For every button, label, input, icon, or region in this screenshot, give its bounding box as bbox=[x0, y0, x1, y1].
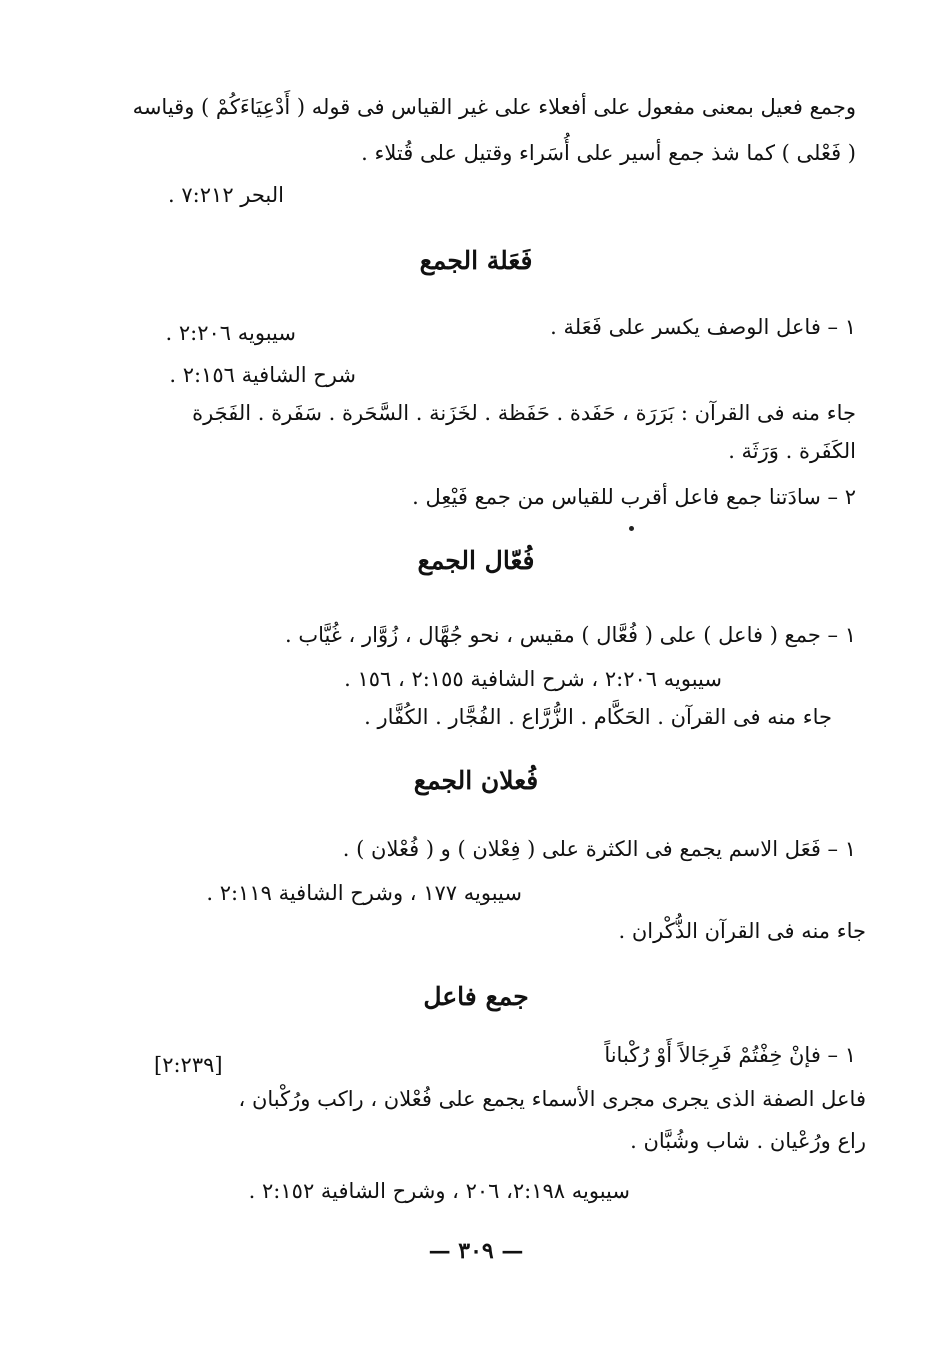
fa3il-line-2: فاعل الصفة الذى يجرى مجرى الأسماء يجمع على فُعْلان ، راكب ورُكْبان ، bbox=[238, 1087, 866, 1111]
fa3ala-quran-line-1: جاء منه فى القرآن : بَرَرَة ، حَفَدة . حَفَظة . لخَزَنة . السَّحَرة . سَفَرة . الفَجَرة bbox=[192, 401, 856, 425]
fu33al-item-1: ١ – جمع ( فاعل ) على ( فُعَّال ) مقيس ، نحو جُهَّال ، زُوَّار ، غُيَّاب . bbox=[285, 623, 856, 647]
fu3lan-reference: سيبويه ١٧٧ ، وشرح الشافية ٢:١١٩ . bbox=[206, 881, 522, 905]
fa3il-item-1: ١ – فإنْ خِفْتُمْ فَرِجَالاً أَوْ رُكْباناً bbox=[604, 1043, 856, 1067]
fa3ala-ref-1: سيبويه ٢:٢٠٦ . bbox=[165, 321, 296, 345]
fa3il-reference: سيبويه ٢:١٩٨، ٢٠٦ ، وشرح الشافية ٢:١٥٢ . bbox=[248, 1179, 630, 1203]
fu3lan-item-1: ١ – فَعَل الاسم يجمع فى الكثرة على ( فِعْلان ) و ( فُعْلان ) . bbox=[342, 837, 856, 861]
stray-mark bbox=[629, 526, 634, 531]
intro-reference: البحر ٧:٢١٢ . bbox=[168, 183, 284, 207]
fu3lan-quran: جاء منه فى القرآن الذُّكْران . bbox=[618, 919, 866, 943]
section-heading-fu33al: فُعّال الجمع bbox=[417, 546, 535, 575]
fa3ala-item-2: ٢ – سادَتنا جمع فاعل أقرب للقياس من جمع فَيْعِل . bbox=[412, 485, 856, 509]
intro-line-2: ( فَعْلى ) كما شذ جمع أسير على أُسَراء وقتيل على قُتلاء . bbox=[361, 141, 856, 165]
verse-reference: [٢:٢٣٩] bbox=[154, 1053, 223, 1077]
intro-line-1: وجمع فعيل بمعنى مفعول على أفعلاء على غير القياس فى قوله ( أَدْعِيَاءَكُمْ ) وقياسه bbox=[132, 95, 856, 119]
section-heading-fa3ala: فَعَلة الجمع bbox=[419, 246, 533, 275]
fu33al-quran: جاء منه فى القرآن . الحَكَّام . الزُّرَّاع . الفُجَّار . الكُفَّار . bbox=[364, 705, 832, 729]
fa3ala-quran-line-2: الكَفَرة . وَرَثَة . bbox=[728, 439, 856, 463]
page-number: — ٣٠٩ — bbox=[428, 1238, 524, 1264]
fa3ala-ref-2: شرح الشافية ٢:١٥٦ . bbox=[169, 363, 356, 387]
fa3ala-item-1: ١ – فاعل الوصف يكسر على فَعَلة . bbox=[550, 315, 856, 339]
fu33al-reference: سيبويه ٢:٢٠٦ ، شرح الشافية ٢:١٥٥ ، ١٥٦ . bbox=[344, 667, 722, 691]
section-heading-fa3il: جمع فاعل bbox=[423, 982, 529, 1011]
section-heading-fu3lan: فُعلان الجمع bbox=[413, 766, 539, 795]
fa3il-line-3: راع ورُعْيان . شاب وشُبَّان . bbox=[630, 1129, 866, 1153]
